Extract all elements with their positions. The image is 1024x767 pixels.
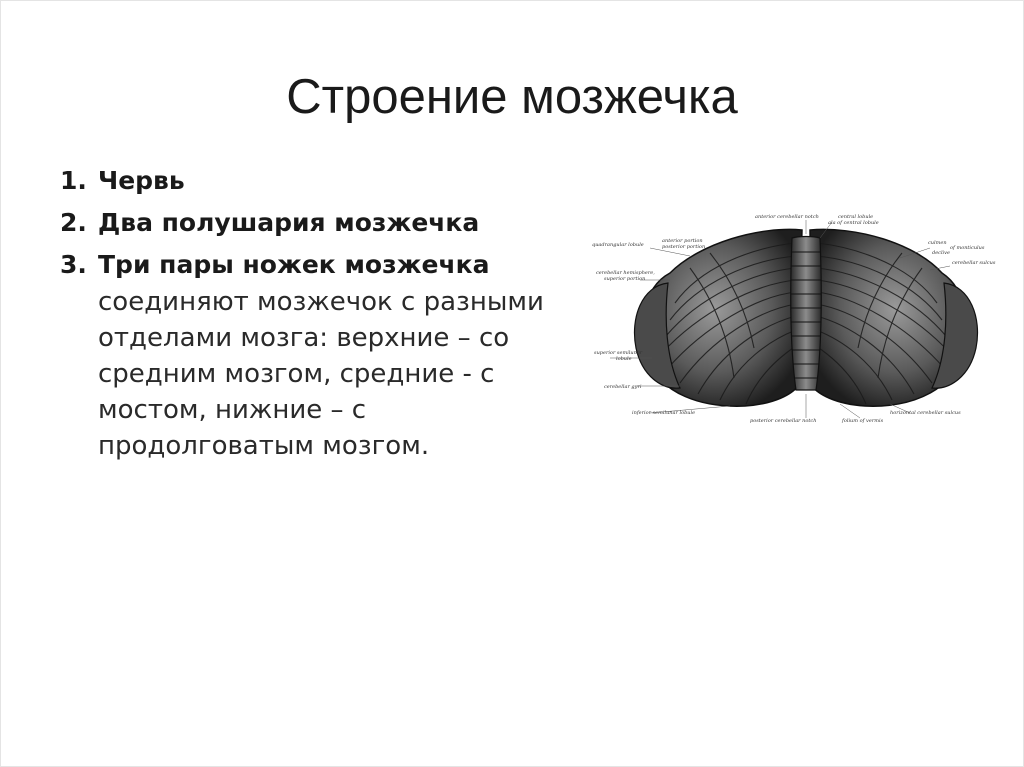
vermis [791, 237, 821, 391]
label-culmen: culmen [928, 240, 947, 246]
label-anterior-notch: anterior cerebellar notch [755, 214, 819, 220]
label-declive: declive [932, 250, 950, 256]
label-superior-semilunar: superior semilunar [594, 350, 643, 356]
list-item-number: 1. [60, 166, 87, 195]
list-item-heading: Червь [98, 166, 185, 195]
label-cerebellar-hemisphere: cerebellar hemisphere, [596, 270, 655, 276]
list-item [60, 246, 560, 464]
label-lobule: lobule [616, 356, 632, 362]
list-item-description: соединяют мозжечок с разными отделами мозга: верхние – со средним мозгом, средние - с мостом, нижние – с продолговатым мозгом. [98, 287, 544, 461]
label-horizontal-sulcus: horizontal cerebellar sulcus [890, 410, 961, 416]
slide-title: Строение мозжечка [286, 70, 738, 124]
label-folium: folium of vermis [842, 418, 884, 424]
list-item-number: 2. [60, 208, 87, 237]
label-of-monticulus: of monticulus [950, 245, 985, 251]
label-central-lobule: central lobule [838, 214, 874, 220]
label-cerebellar-sulcus: cerebellar sulcus [952, 260, 996, 266]
cerebellum-figure [570, 208, 1010, 438]
list-item-heading: Три пары ножек мозжечка [98, 250, 490, 279]
label-ala-central-lobule: ala of central lobule [828, 220, 879, 226]
label-inferior-semilunar: inferior semilunar lobule [632, 410, 696, 416]
list-item-number: 3. [60, 250, 87, 279]
list-item [60, 204, 560, 242]
label-posterior-notch: posterior cerebellar notch [750, 418, 817, 424]
list-item-heading: Два полушария мозжечка [98, 208, 480, 237]
list-item [60, 162, 560, 200]
cerebellum-illustration [570, 208, 1010, 438]
label-superior-portion: superior portion [604, 276, 646, 282]
label-quadrangular-lobule: quadrangular lobule [592, 242, 644, 248]
label-cerebellar-gyri: cerebellar gyri [604, 384, 642, 390]
label-anterior-portion: anterior portion [662, 238, 703, 244]
label-posterior-portion: posterior portion [662, 244, 706, 250]
content-list [60, 162, 560, 464]
